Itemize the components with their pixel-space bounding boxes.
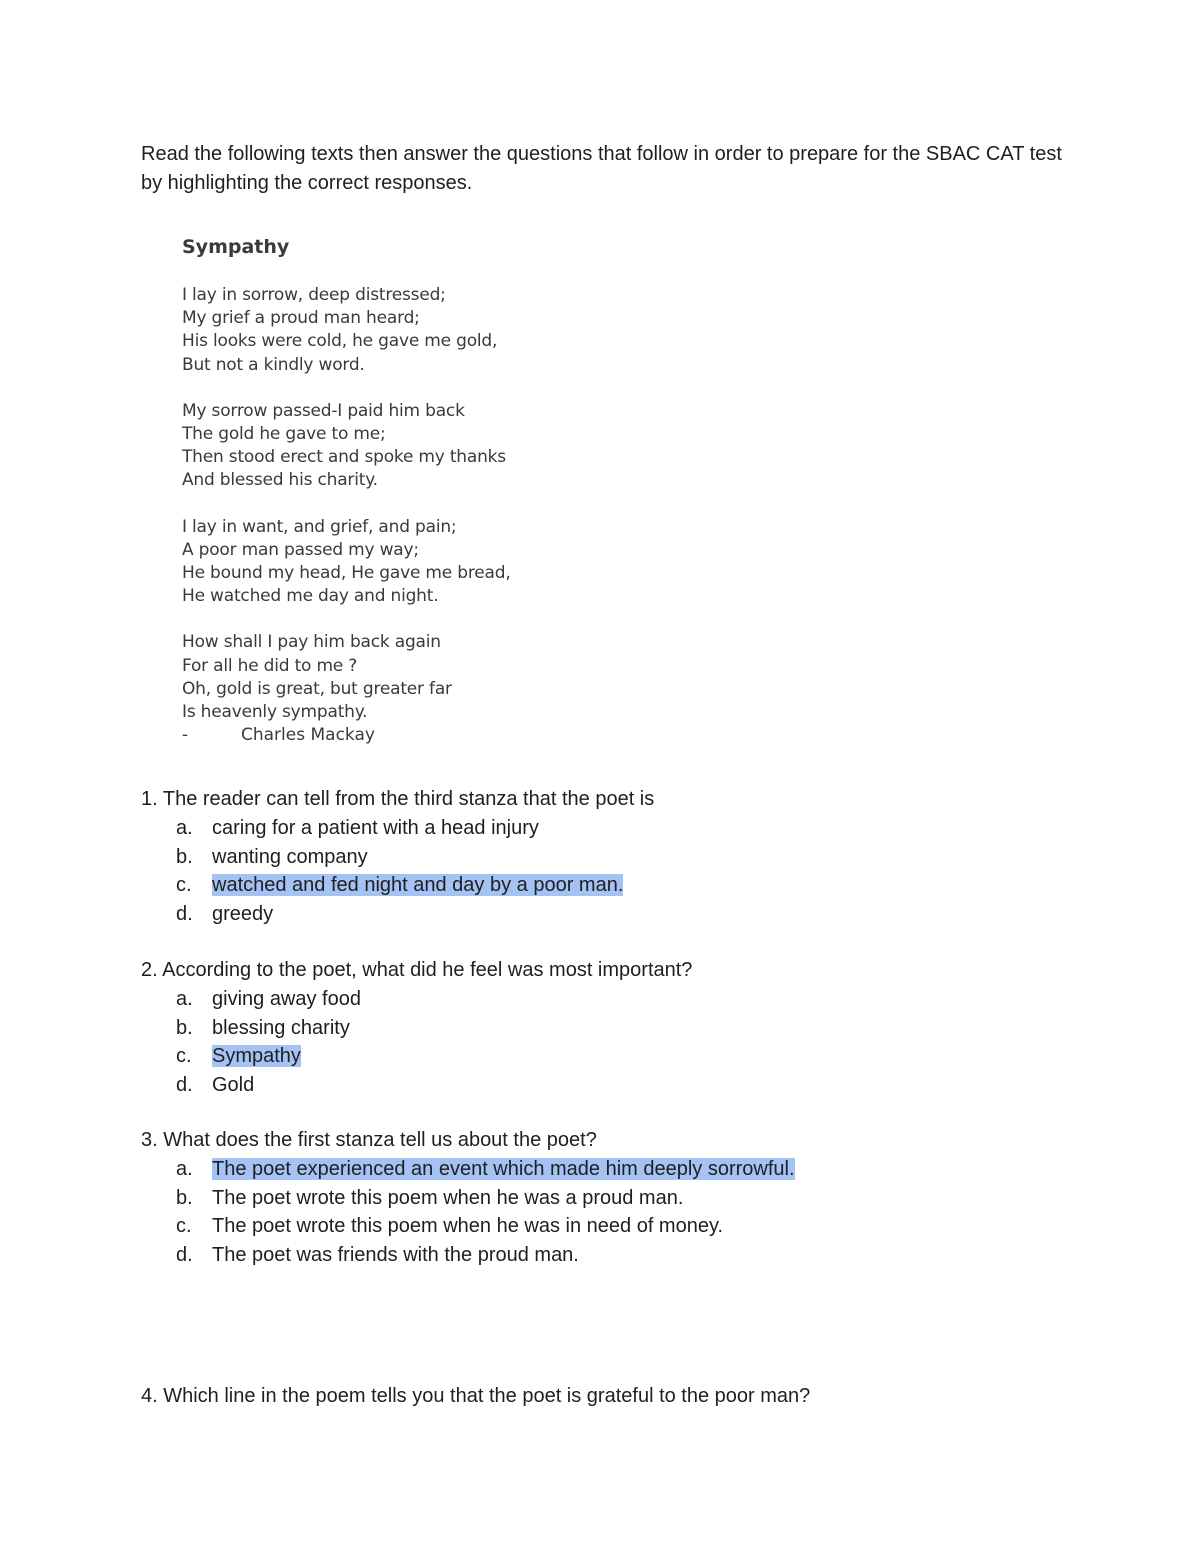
- attribution-dash: -: [182, 725, 189, 746]
- stanza-1: [182, 284, 602, 377]
- intro-instructions: Read the following texts then answer the questions that follow in order to prepare for the SBAC CAT test by highlighting the correct responses.: [141, 143, 1062, 194]
- poem-author: Charles Mackay: [241, 725, 375, 746]
- question-4: [141, 1382, 1101, 1411]
- answer-options: [141, 1155, 1101, 1269]
- poem-line: Then stood erect and spoke my thanks: [182, 447, 506, 468]
- question-3: [141, 1126, 1101, 1269]
- answer-option[interactable]: [141, 900, 1101, 929]
- question-1: [141, 785, 1101, 928]
- answer-option[interactable]: [141, 843, 1101, 872]
- poem-line: But not a kindly word.: [182, 354, 365, 375]
- question-stem: 4. Which line in the poem tells you that the poet is grateful to the poor man?: [141, 1385, 811, 1407]
- poem-line: I lay in want, and grief, and pain;: [182, 516, 457, 537]
- poem-line: My sorrow passed-I paid him back: [182, 400, 465, 421]
- option-text-highlighted: watched and fed night and day by a poor man.: [212, 874, 624, 897]
- answer-option[interactable]: [141, 1212, 1101, 1241]
- answer-option[interactable]: [141, 1184, 1101, 1213]
- option-letter: d.: [176, 1243, 193, 1266]
- option-text-highlighted: The poet experienced an event which made him deeply sorrowful.: [212, 1158, 795, 1180]
- option-text: wanting company: [212, 845, 368, 868]
- poem-line: A poor man passed my way;: [182, 539, 419, 560]
- option-letter: b.: [176, 845, 193, 868]
- answer-option[interactable]: [141, 1241, 1101, 1270]
- answer-options: [141, 814, 1101, 928]
- answer-options: [141, 985, 1101, 1099]
- option-text: giving away food: [212, 988, 361, 1010]
- question-stem: 2. According to the poet, what did he feel was most important?: [141, 959, 693, 981]
- answer-option-highlighted[interactable]: [141, 1155, 1101, 1184]
- stanza-4: [182, 631, 602, 747]
- poem-line: He bound my head, He gave me bread,: [182, 563, 511, 584]
- answer-option-highlighted[interactable]: [141, 871, 1101, 900]
- poem-line: He watched me day and night.: [182, 586, 439, 607]
- option-text: Gold: [212, 1073, 255, 1096]
- poem-line: His looks were cold, he gave me gold,: [182, 331, 498, 352]
- answer-option[interactable]: [141, 814, 1101, 843]
- poem-attribution: [182, 724, 602, 747]
- poem-title: Sympathy: [182, 236, 290, 258]
- poem-line: And blessed his charity.: [182, 470, 378, 491]
- option-letter: a.: [176, 988, 193, 1010]
- poem-line: For all he did to me ?: [182, 655, 358, 676]
- option-text: caring for a patient with a head injury: [212, 817, 539, 839]
- option-letter: c.: [176, 874, 192, 897]
- answer-option[interactable]: [141, 985, 1101, 1014]
- option-letter: b.: [176, 1016, 193, 1039]
- option-letter: a.: [176, 817, 193, 839]
- option-text-highlighted: Sympathy: [212, 1045, 301, 1068]
- question-stem: 3. What does the first stanza tell us about the poet?: [141, 1129, 597, 1151]
- poem-line: My grief a proud man heard;: [182, 308, 420, 329]
- option-text: blessing charity: [212, 1016, 350, 1039]
- option-text: greedy: [212, 902, 274, 925]
- answer-option-highlighted[interactable]: [141, 1042, 1101, 1071]
- option-letter: c.: [176, 1215, 192, 1238]
- answer-option[interactable]: [141, 1014, 1101, 1043]
- option-letter: b.: [176, 1186, 193, 1209]
- option-letter: a.: [176, 1158, 193, 1180]
- option-text: The poet wrote this poem when he was a proud man.: [212, 1186, 684, 1209]
- question-2: [141, 956, 1101, 1099]
- option-text: The poet wrote this poem when he was in need of money.: [212, 1215, 724, 1238]
- option-letter: d.: [176, 1073, 193, 1096]
- stanza-3: [182, 516, 602, 609]
- question-stem: 1. The reader can tell from the third stanza that the poet is: [141, 788, 655, 810]
- poem-line: Is heavenly sympathy.: [182, 702, 368, 723]
- stanza-2: [182, 400, 602, 493]
- option-letter: d.: [176, 902, 193, 925]
- answer-option[interactable]: [141, 1071, 1101, 1100]
- poem-line: How shall I pay him back again: [182, 632, 441, 653]
- option-text: The poet was friends with the proud man.: [212, 1243, 579, 1266]
- poem-line: Oh, gold is great, but greater far: [182, 678, 452, 699]
- poem-line: I lay in sorrow, deep distressed;: [182, 285, 446, 305]
- poem-line: The gold he gave to me;: [182, 424, 386, 445]
- option-letter: c.: [176, 1045, 192, 1068]
- poem: [182, 232, 602, 747]
